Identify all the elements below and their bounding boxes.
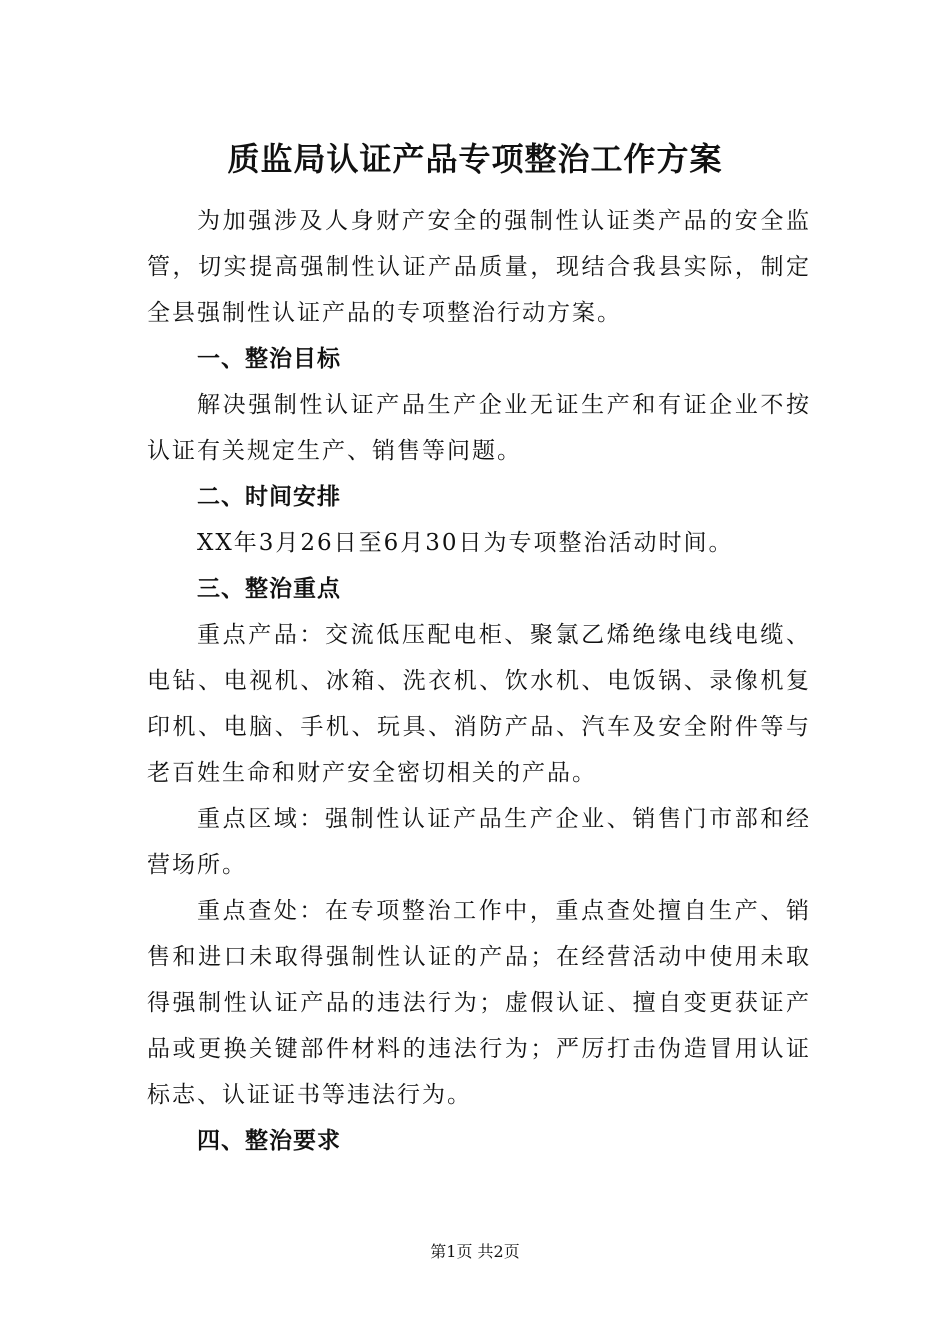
paragraph-schedule: XX年3月26日至6月30日为专项整治活动时间。 xyxy=(197,530,734,556)
document-title: 质监局认证产品专项整治工作方案 xyxy=(227,140,723,178)
paragraph-focus-areas: 重点区域：强制性认证产品生产企业、销售门市部和经营场所。 xyxy=(147,806,811,878)
section-heading-requirements: 四、整治要求 xyxy=(197,1128,341,1154)
paragraph-focus-products: 重点产品：交流低压配电柜、聚氯乙烯绝缘电线电缆、电钻、电视机、冰箱、洗衣机、饮水机、电饭锅、录像机复印机、电脑、手机、玩具、消防产品、汽车及安全附件等与老百姓生命和财产安全密切相关的产品。 xyxy=(147,622,811,786)
paragraph-intro: 为加强涉及人身财产安全的强制性认证类产品的安全监管，切实提高强制性认证产品质量，现结合我县实际，制定全县强制性认证产品的专项整治行动方案。 xyxy=(147,208,811,326)
section-heading-schedule: 二、时间安排 xyxy=(197,484,341,510)
paragraph-focus-enforcement: 重点查处：在专项整治工作中，重点查处擅自生产、销售和进口未取得强制性认证的产品；在经营活动中使用未取得强制性认证产品的违法行为；虚假认证、擅自变更获证产品或更换关键部件材料的违法行为；严厉打击伪造冒用认证标志、认证证书等违法行为。 xyxy=(147,898,811,1108)
document-body xyxy=(147,198,811,1164)
page-footer: 第1页 共2页 xyxy=(430,1242,520,1261)
section-heading-goals: 一、整治目标 xyxy=(197,346,341,372)
section-heading-focus: 三、整治重点 xyxy=(197,576,341,602)
paragraph-goals: 解决强制性认证产品生产企业无证生产和有证企业不按认证有关规定生产、销售等问题。 xyxy=(147,392,811,464)
